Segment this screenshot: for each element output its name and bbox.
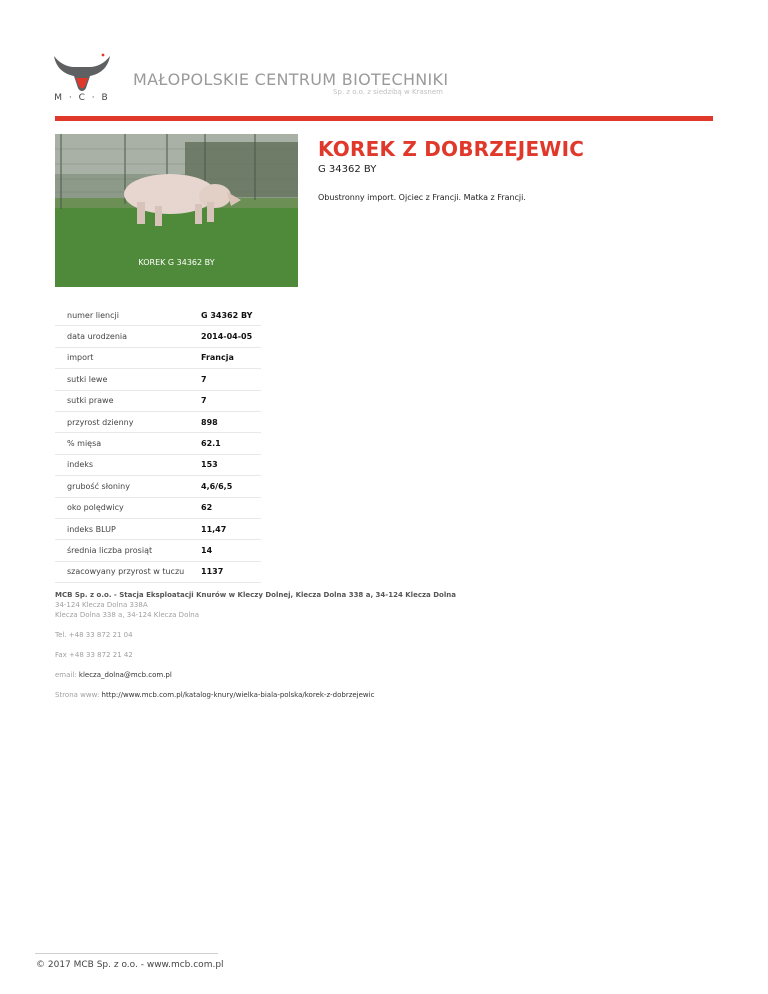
spec-row: [55, 476, 261, 497]
www-link[interactable]: http://www.mcb.com.pl/katalog-knury/wielka-biala-polska/korek-z-dobrzejewic: [101, 691, 375, 699]
spec-label: indeks BLUP: [55, 518, 191, 539]
photo-caption: KOREK G 34362 BY: [138, 258, 215, 267]
spec-label: % mięsa: [55, 433, 191, 454]
specs-table: [55, 305, 261, 583]
spec-label: przyrost dzienny: [55, 411, 191, 432]
email-label: email:: [55, 671, 77, 679]
address-line-2: Klecza Dolna 338 a, 34-124 Klecza Dolna: [55, 611, 200, 619]
spec-label: sutki lewe: [55, 369, 191, 390]
mcb-logo: [52, 52, 112, 108]
spec-label: sutki prawe: [55, 390, 191, 411]
boar-photo: [55, 134, 298, 287]
spec-row: [55, 305, 261, 326]
email-link[interactable]: klecza_dolna@mcb.com.pl: [78, 671, 172, 679]
spec-value: 62.1: [191, 433, 261, 454]
fax: Fax +48 33 872 21 42: [55, 651, 133, 659]
spec-row: [55, 326, 261, 347]
spec-value: 11,47: [191, 518, 261, 539]
spec-value: 14: [191, 540, 261, 561]
spec-row: [55, 454, 261, 475]
spec-value: 7: [191, 369, 261, 390]
phone: Tel. +48 33 872 21 04: [55, 631, 133, 639]
spec-value: 62: [191, 497, 261, 518]
boar-name: KOREK Z DOBRZEJEWIC: [318, 137, 585, 161]
spec-row: [55, 540, 261, 561]
email-row: [55, 670, 456, 680]
spec-value: Francja: [191, 347, 261, 368]
spec-row: [55, 561, 261, 582]
spec-label: import: [55, 347, 191, 368]
spec-value: G 34362 BY: [191, 305, 261, 326]
spec-value: 1137: [191, 561, 261, 582]
contact-block: [55, 590, 456, 700]
spec-label: indeks: [55, 454, 191, 475]
spec-row: [55, 433, 261, 454]
spec-value: 2014-04-05: [191, 326, 261, 347]
footer-text: © 2017 MCB Sp. z o.o. - www.mcb.com.pl: [36, 960, 224, 970]
spec-label: średnia liczba prosiąt: [55, 540, 191, 561]
spec-row: [55, 347, 261, 368]
spec-label: grubość słoniny: [55, 476, 191, 497]
brand-name: MAŁOPOLSKIE CENTRUM BIOTECHNIKI: [133, 70, 449, 89]
spec-row: [55, 390, 261, 411]
spec-value: 4,6/6,5: [191, 476, 261, 497]
spec-value: 7: [191, 390, 261, 411]
spec-row: [55, 411, 261, 432]
spec-value: 898: [191, 411, 261, 432]
footer-divider: [35, 953, 218, 954]
station-name: MCB Sp. z o.o. - Stacja Eksploatacji Knurów w Kleczy Dolnej, Klecza Dolna 338 a, 34-124 Klecza Dolna: [55, 591, 456, 599]
spec-label: data urodzenia: [55, 326, 191, 347]
boar-description: Obustronny import. Ojciec z Francji. Matka z Francji.: [318, 193, 526, 202]
www-row: [55, 690, 456, 700]
logo-letters: M · C · B: [54, 93, 110, 103]
header-divider: [55, 116, 713, 121]
spec-row: [55, 497, 261, 518]
brand-tagline: Sp. z o.o. z siedzibą w Krasnem: [333, 88, 443, 96]
spec-label: szacowyany przyrost w tuczu: [55, 561, 191, 582]
spec-row: [55, 518, 261, 539]
spec-label: oko polędwicy: [55, 497, 191, 518]
www-label: Strona www:: [55, 691, 100, 699]
address-line-1: 34-124 Klecza Dolna 338A: [55, 601, 148, 609]
spec-label: numer liencji: [55, 305, 191, 326]
spec-value: 153: [191, 454, 261, 475]
boar-code: G 34362 BY: [318, 164, 377, 175]
spec-row: [55, 369, 261, 390]
